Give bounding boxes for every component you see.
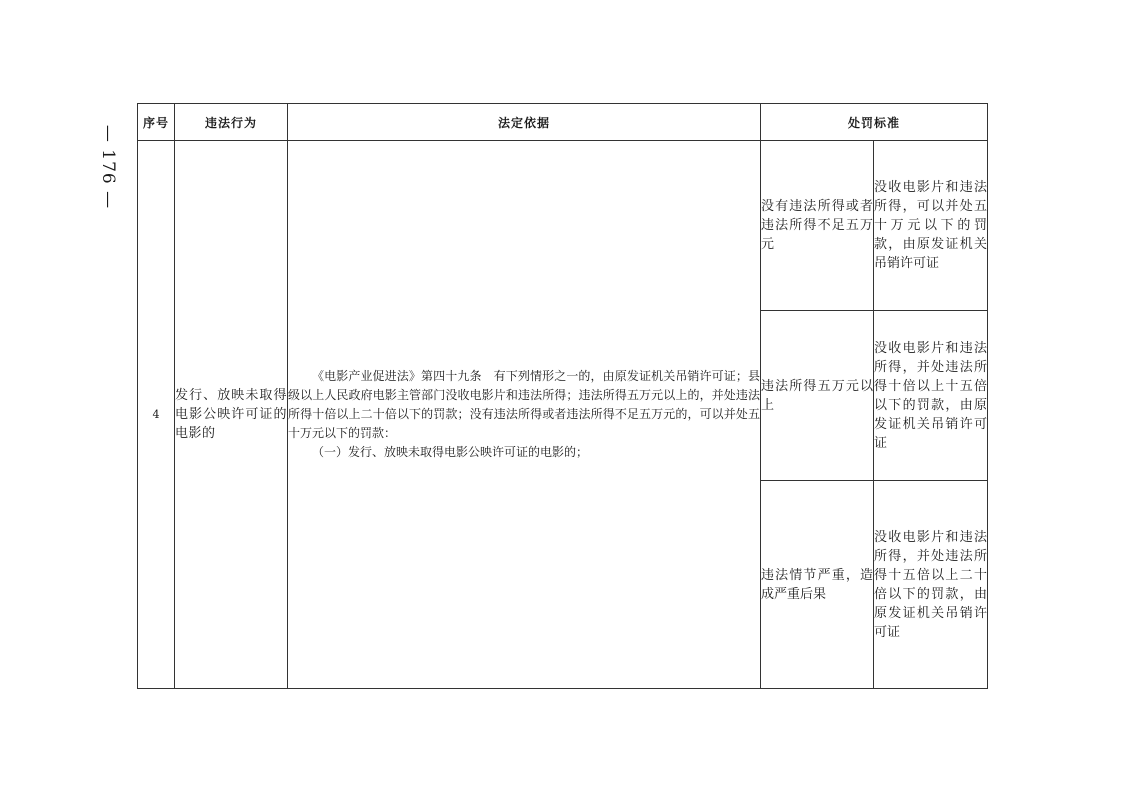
header-behavior: 违法行为 [175, 104, 288, 141]
row-legal-basis [288, 141, 761, 689]
standard-condition: 违法情节严重，造成严重后果 [761, 481, 874, 689]
standard-penalty: 没收电影片和违法所得，并处违法所得十五倍以上二十倍以下的罚款，由原发证机关吊销许可证 [874, 481, 988, 689]
table-row [138, 141, 988, 311]
standard-condition: 违法所得五万元以上 [761, 311, 874, 481]
standard-condition: 没有违法所得或者违法所得不足五万元 [761, 141, 874, 311]
standard-penalty: 没收电影片和违法所得，并处违法所得十倍以上十五倍以下的罚款，由原发证机关吊销许可证 [874, 311, 988, 481]
page-number: — 176 — [98, 124, 118, 210]
header-penalty: 处罚标准 [761, 104, 988, 141]
standard-penalty: 没收电影片和违法所得，可以并处五十万元以下的罚款，由原发证机关吊销许可证 [874, 141, 988, 311]
row-behavior: 发行、放映未取得电影公映许可证的电影的 [175, 141, 288, 689]
legal-basis-item: （一）发行、放映未取得电影公映许可证的电影的； [312, 445, 589, 459]
row-seq: 4 [138, 141, 175, 689]
legal-basis-paragraph: 《电影产业促进法》第四十九条 有下列情形之一的，由原发证机关吊销许可证；县级以上人民政府电影主管部门没收电影片和违法所得；违法所得五万元以上的，并处违法所得十倍以上二十倍以下的罚款；没有违法所得或者违法所得不足五万元的，可以并处五十万元以下的罚款： [288, 369, 760, 440]
table-header-row [138, 104, 988, 141]
header-seq: 序号 [138, 104, 175, 141]
header-basis: 法定依据 [288, 104, 761, 141]
penalty-table [137, 103, 988, 689]
